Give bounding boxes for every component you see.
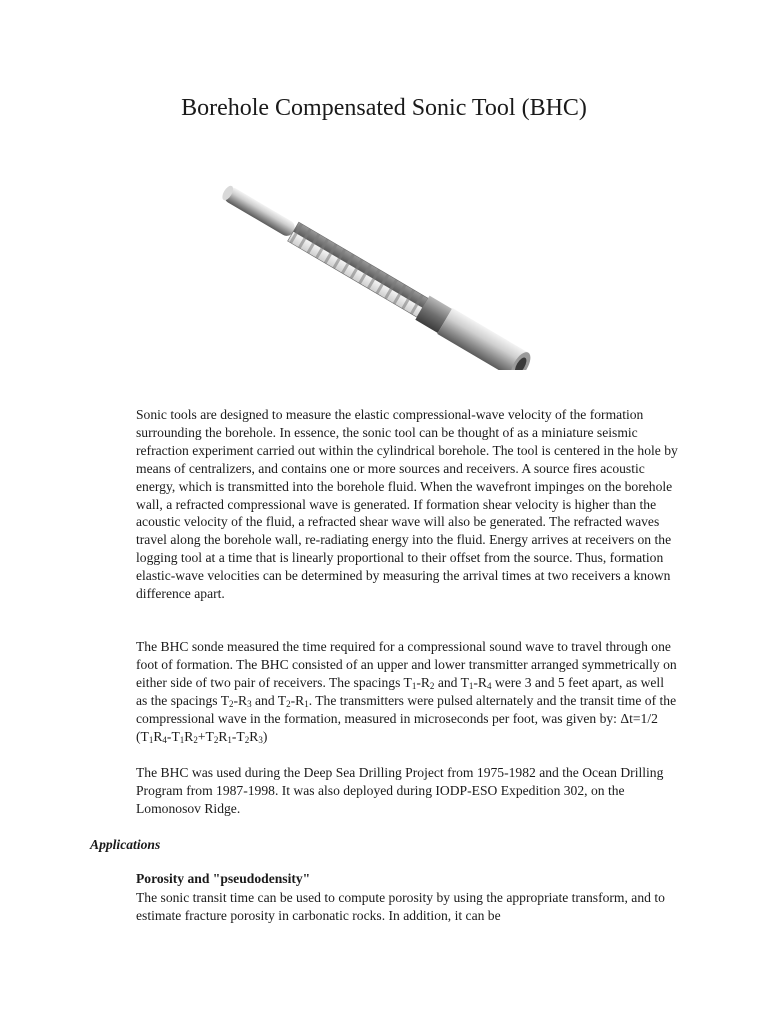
paragraph-bhc-history: The BHC was used during the Deep Sea Drilling Project from 1975-1982 and the Ocean Drilling Program from 1987-1998. It was also deployed during IODP-ESO Expedition 302, on the Lomonosov Ridge. bbox=[136, 765, 664, 816]
paragraph-bhc-sonde: The BHC sonde measured the time required for a compressional sound wave to travel through one foot of formation. The BHC consisted of an upper and lower transmitter arranged symmetrically on either side of two pair of receivers. The spacings $T_1-R_2$ and $T_1-R_4$ were 3 and 5 feet apart, as well as the spacings $T_2-R_3$ and $T_2-R_1$. The transmitters were pulsed alternately and the transit time of the compressional wave in the formation, measured in microseconds per foot, was given by: Δt=1/2 $(T_1R_4-T_1R_2+T_2R_1-T_2R_3)$ bbox=[136, 639, 677, 745]
applications-heading: Applications bbox=[90, 837, 161, 852]
porosity-subheading: Porosity and "pseudodensity" bbox=[136, 871, 311, 886]
transit-time-formula: Δt=1/2 $(T_1R_4-T_1R_2+T_2R_1-T_2R_3)$ bbox=[136, 710, 658, 745]
page-title: Borehole Compensated Sonic Tool (BHC) bbox=[181, 95, 587, 121]
paragraph-porosity: The sonic transit time can be used to compute porosity by using the appropriate transform, and to estimate fracture porosity in carbonatic rocks. In addition, it can be bbox=[136, 890, 665, 923]
paragraph-sonic-tools: Sonic tools are designed to measure the elastic compressional-wave velocity of the formation surrounding the borehole. In essence, the sonic tool can be thought of as a miniature seismic refraction experiment carried out within the cylindrical borehole. The tool is centered in the hole by means of centralizers, and contains one or more sources and receivers. A source fires acoustic energy, which is transmitted into the borehole fluid. When the wavefront impinges on the borehole wall, a refracted compressional wave is generated. If formation shear velocity is higher than the acoustic velocity of the fluid, a refracted shear wave will also be generated. The refracted waves travel along the borehole wall, re-radiating energy into the fluid. Energy arrives at receivers on the logging tool at a time that is linearly proportional to their offset from the source. Thus, formation elastic-wave velocities can be determined by measuring the arrival times at two receivers a known difference apart. bbox=[136, 407, 678, 602]
sonic-tool-illustration bbox=[214, 178, 554, 370]
